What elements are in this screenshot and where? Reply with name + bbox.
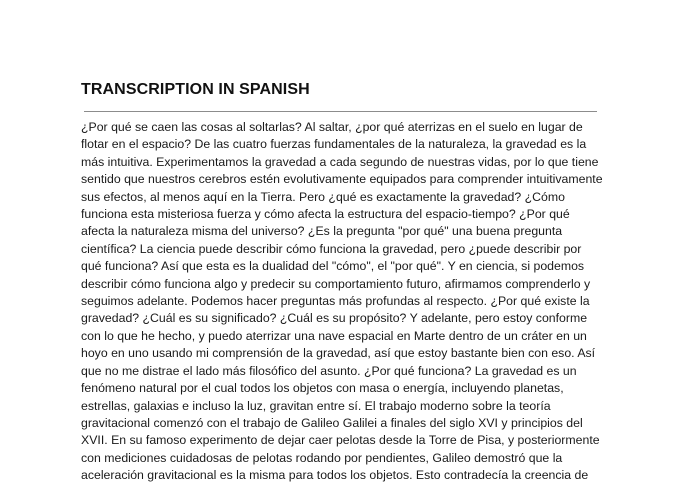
paragraph-line: fenómeno natural por el cual todos los objetos con masa o energía, incluyendo planetas, xyxy=(81,381,564,396)
paragraph-line: estrellas, galaxias e incluso la luz, gravitan entre sí. El trabajo moderno sobre la teoría xyxy=(81,398,551,413)
document-title: TRANSCRIPTION IN SPANISH xyxy=(81,81,310,98)
title-divider xyxy=(84,111,597,112)
paragraph-line: hoyo en uno usando mi comprensión de la gravedad, así que estoy bastante bien con eso. Así xyxy=(81,346,596,361)
paragraph-line: afecta la naturaleza misma del universo? ¿Es la pregunta "por qué" una buena pregunta xyxy=(81,224,563,239)
paragraph-line: XVII. En su famoso experimento de dejar caer pelotas desde la Torre de Pisa, y posteriormente xyxy=(81,433,600,448)
paragraph-line: sentido que nuestros cerebros estén evolutivamente equipados para comprender intuitivamente xyxy=(81,172,603,187)
paragraph-line: científica? La ciencia puede describir cómo funciona la gravedad, pero ¿puede describir por xyxy=(81,241,582,256)
paragraph-line: seguimos adelante. Podemos hacer preguntas más profundas al respecto. ¿Por qué existe la xyxy=(81,294,590,309)
transcription-paragraph xyxy=(81,119,601,485)
paragraph-line: aceleración gravitacional es la misma para todos los objetos. Esto contradecía la creencia de xyxy=(81,468,589,483)
paragraph-line: funciona esta misteriosa fuerza y cómo afecta la estructura del espacio-tiempo? ¿Por qué xyxy=(81,207,570,222)
paragraph-line: gravitacional comenzó con el trabajo de Galileo Galilei a finales del siglo XVI y principios del xyxy=(81,415,583,430)
paragraph-line: sus efectos, al menos aquí en la Tierra. Pero ¿qué es exactamente la gravedad? ¿Cómo xyxy=(81,189,565,204)
paragraph-line: gravedad? ¿Cuál es su significado? ¿Cuál es su propósito? Y adelante, pero estoy conforme xyxy=(81,311,588,326)
paragraph-line: con mediciones cuidadosas de pelotas rodando por pendientes, Galileo demostró que la xyxy=(81,450,563,465)
paragraph-line: con lo que he hecho, y puedo aterrizar una nave espacial en Marte dentro de un cráter en un xyxy=(81,328,587,343)
paragraph-line: que no me distrae el lado más filosófico del asunto. ¿Por qué funciona? La gravedad es un xyxy=(81,363,577,378)
paragraph-line: describir cómo funciona algo y predecir su comportamiento futuro, afirmamos comprenderlo y xyxy=(81,276,591,291)
paragraph-line: qué funciona? Así que esta es la dualidad del "cómo", el "por qué". Y en ciencia, si podemos xyxy=(81,259,585,274)
paragraph-line: más intuitiva. Experimentamos la gravedad a cada segundo de nuestras vidas, por lo que tiene xyxy=(81,154,599,169)
paragraph-line: ¿Por qué se caen las cosas al soltarlas? Al saltar, ¿por qué aterrizas en el suelo en lugar de xyxy=(81,120,583,134)
paragraph-line: flotar en el espacio? De las cuatro fuerzas fundamentales de la naturaleza, la gravedad es la xyxy=(81,137,587,152)
